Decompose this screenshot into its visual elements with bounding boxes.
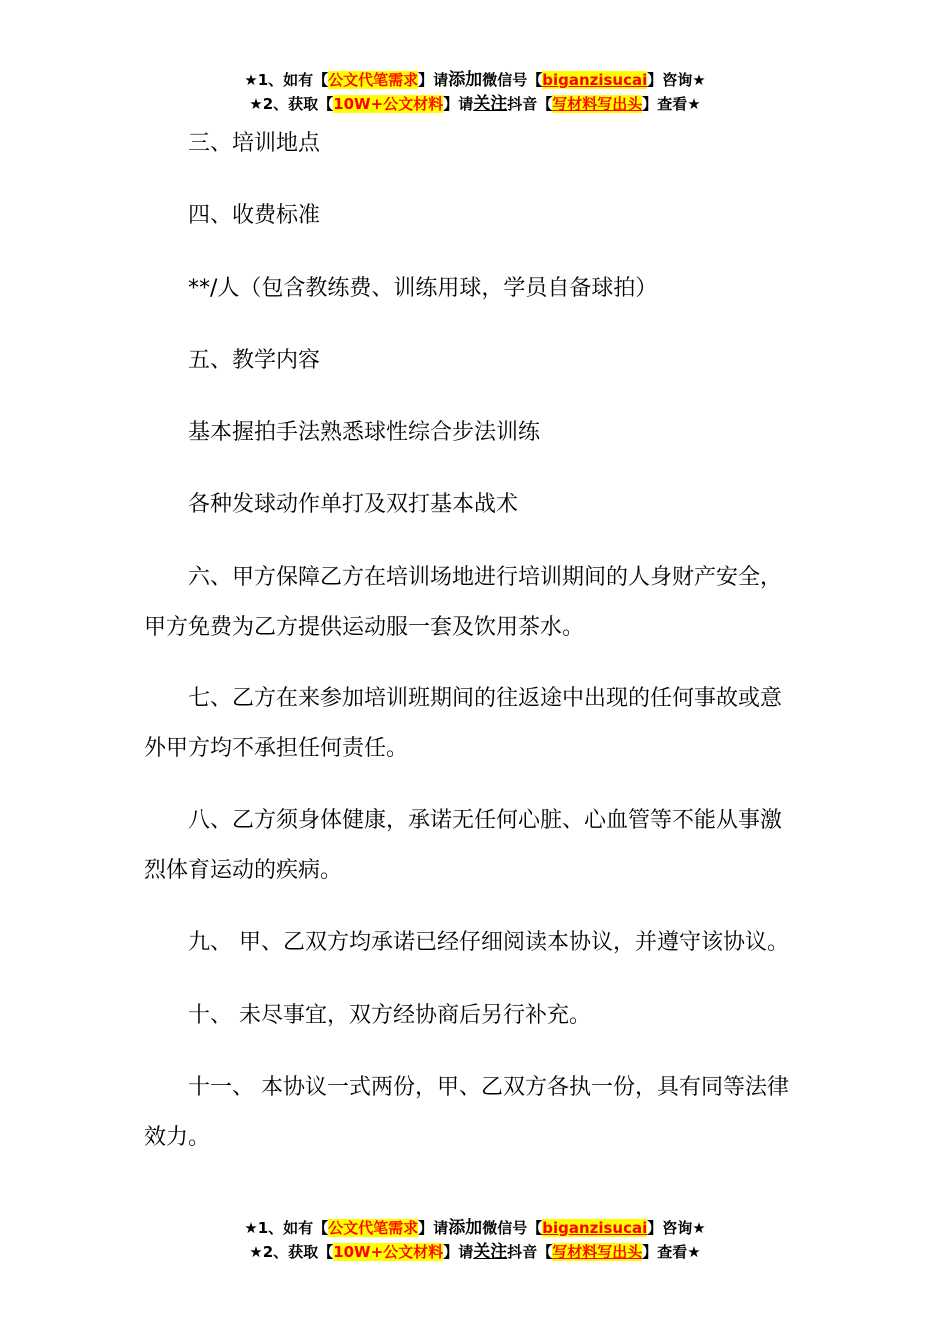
banner-text: 】请 xyxy=(418,71,449,89)
banner-text: 】咨询 xyxy=(647,71,693,89)
section-heading-fees: 四、收费标准 xyxy=(188,203,321,228)
clause-line: 外甲方均不承担任何责任。 xyxy=(144,736,409,761)
clause-line: 烈体育运动的疾病。 xyxy=(144,858,343,883)
banner-text: 】查看 xyxy=(642,1243,688,1261)
star-icon: ★ xyxy=(249,1243,263,1261)
clause-line: 六、甲方保障乙方在培训场地进行培训期间的人身财产安全， xyxy=(188,565,783,590)
banner-line-1 xyxy=(0,1216,950,1240)
clause-line: 十、 未尽事宜，双方经协商后另行补充。 xyxy=(188,1003,591,1028)
banner-text: 】请 xyxy=(418,1219,449,1237)
header-banner xyxy=(0,68,950,116)
douyin-account: 写材料写出头 xyxy=(552,95,643,113)
wechat-id: biganzisucai xyxy=(542,1219,648,1237)
banner-text: 抖音【 xyxy=(507,95,553,113)
banner-emphasis: 添加 xyxy=(448,1218,483,1238)
banner-emphasis: 添加 xyxy=(448,70,483,90)
star-icon: ★ xyxy=(687,95,701,113)
clause-line: 甲方免费为乙方提供运动服一套及饮用茶水。 xyxy=(144,615,585,640)
content-item: 基本握拍手法熟悉球性综合步法训练 xyxy=(188,420,541,445)
banner-text: 微信号【 xyxy=(482,1219,543,1237)
star-icon: ★ xyxy=(244,1219,258,1237)
banner-text: 】查看 xyxy=(642,95,688,113)
banner-text: 2、获取【 xyxy=(262,1243,334,1261)
star-icon: ★ xyxy=(249,95,263,113)
clause-line: 十一、 本协议一式两份，甲、乙双方各执一份，具有同等法律 xyxy=(188,1075,789,1100)
clause-line: 八、乙方须身体健康，承诺无任何心脏、心血管等不能从事激 xyxy=(188,808,783,833)
banner-highlight: 10W+公文材料 xyxy=(333,1243,444,1261)
banner-line-2 xyxy=(0,1240,950,1264)
banner-line-2 xyxy=(0,92,950,116)
banner-text: 1、如有【 xyxy=(257,1219,329,1237)
banner-highlight: 公文代笔需求 xyxy=(328,71,419,89)
star-icon: ★ xyxy=(687,1243,701,1261)
banner-text: 2、获取【 xyxy=(262,95,334,113)
footer-banner xyxy=(0,1216,950,1264)
clause-line: 效力。 xyxy=(144,1125,211,1150)
clause-line: 七、乙方在来参加培训班期间的往返途中出现的任何事故或意 xyxy=(188,686,783,711)
clause-line: 九、 甲、乙双方均承诺已经仔细阅读本协议，并遵守该协议。 xyxy=(188,930,789,955)
banner-text: 】请 xyxy=(443,1243,474,1261)
banner-text: 】请 xyxy=(443,95,474,113)
banner-emphasis: 关注 xyxy=(473,94,508,114)
banner-text: 微信号【 xyxy=(482,71,543,89)
banner-text: 1、如有【 xyxy=(257,71,329,89)
banner-text: 抖音【 xyxy=(507,1243,553,1261)
fee-detail: **/人（包含教练费、训练用球，学员自备球拍） xyxy=(188,276,658,301)
content-item: 各种发球动作单打及双打基本战术 xyxy=(188,492,519,517)
wechat-id: biganzisucai xyxy=(542,71,648,89)
star-icon: ★ xyxy=(244,71,258,89)
banner-highlight: 10W+公文材料 xyxy=(333,95,444,113)
star-icon: ★ xyxy=(692,71,706,89)
star-icon: ★ xyxy=(692,1219,706,1237)
banner-highlight: 公文代笔需求 xyxy=(328,1219,419,1237)
banner-line-1 xyxy=(0,68,950,92)
douyin-account: 写材料写出头 xyxy=(552,1243,643,1261)
section-heading-location: 三、培训地点 xyxy=(188,131,321,156)
section-heading-content: 五、教学内容 xyxy=(188,348,321,373)
banner-emphasis: 关注 xyxy=(473,1242,508,1262)
banner-text: 】咨询 xyxy=(647,1219,693,1237)
